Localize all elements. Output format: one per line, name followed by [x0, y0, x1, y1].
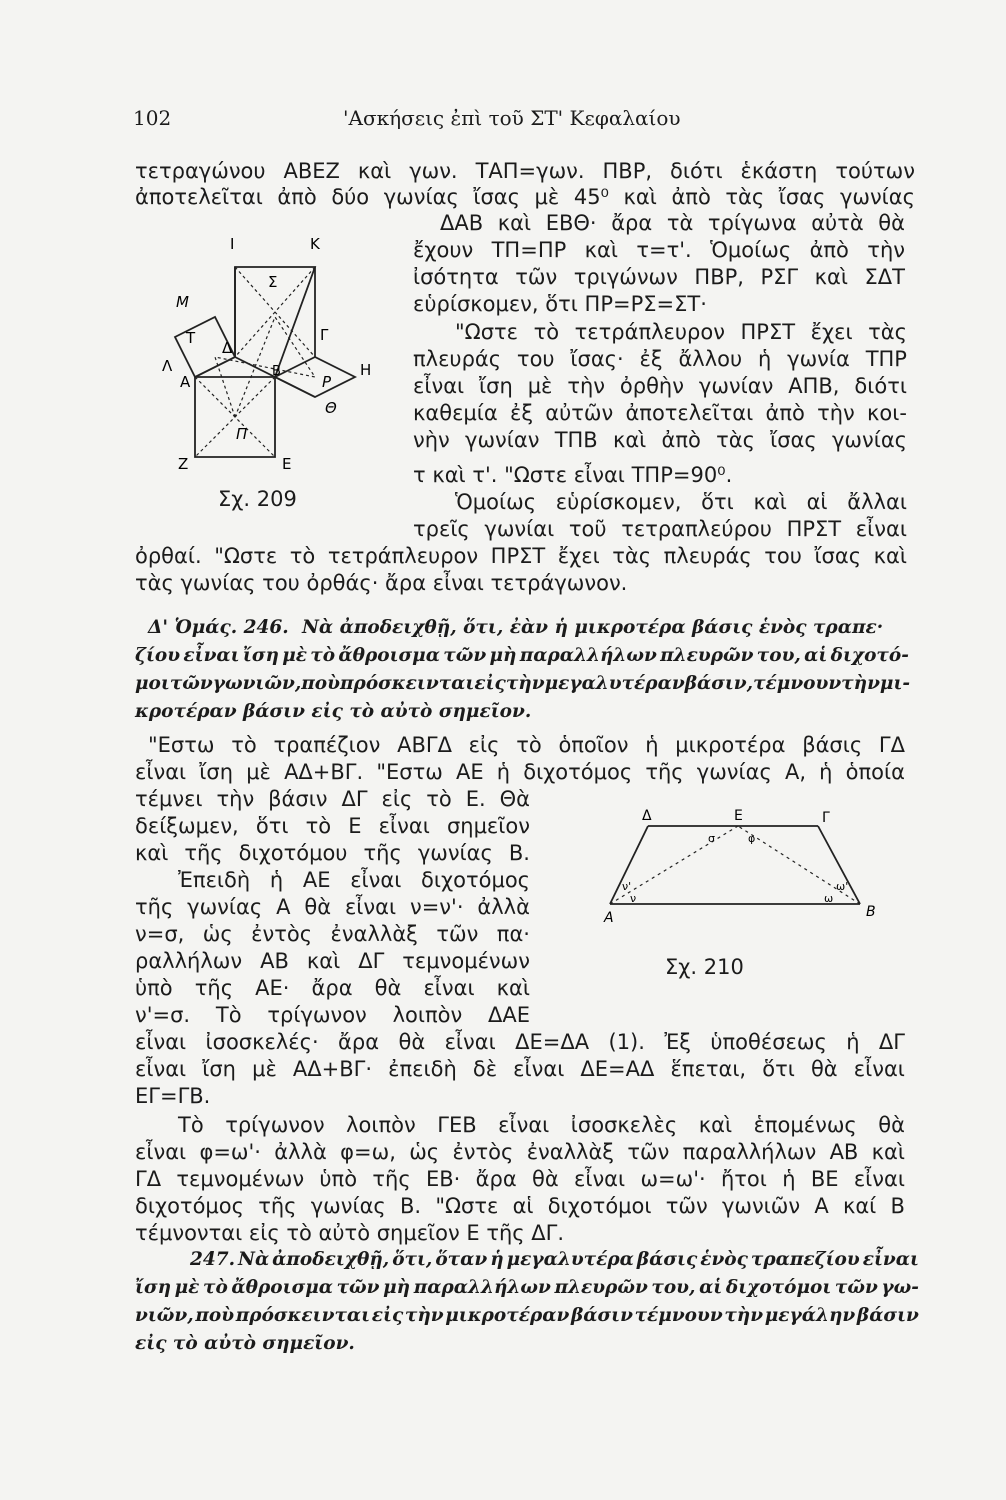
proof-line: τετραγώνου ΑΒΕΖ καὶ γων. ΤΑΠ=γων. ΠΒΡ, διότι ἑκάστη τούτων: [135, 159, 915, 183]
fig209-label: Τ: [186, 329, 196, 347]
fig209-label: Β: [272, 364, 281, 379]
fig209-label: Μ: [176, 293, 189, 311]
proof-line: ΓΔ τεμνομένων ὑπὸ τῆς ΕΒ· ἄρα θὰ εἶναι ω=ω'· ἤτοι ἡ ΒΕ εἶναι: [135, 1167, 905, 1191]
proof-line: εἶναι φ=ω'· ἀλλὰ φ=ω, ὡς ἐντὸς ἐναλλὰξ τῶν παραλλήλων ΑΒ καὶ: [135, 1140, 905, 1164]
problem-statement-line: μοι τῶν γωνιῶν, ποὺ πρόσκεινται εἰς τὴν μεγαλυτέραν βάσιν, τέμνουν τὴν μι-: [135, 673, 911, 694]
fig209-label: Ζ: [178, 455, 189, 473]
fig209-label: Ρ: [322, 373, 332, 391]
proof-line: ἀποτελεῖται ἀπὸ δύο γωνίας ἴσας μὲ 45⁰ καὶ ἀπὸ τὰς ἴσας γωνίας: [135, 185, 915, 209]
proof-line: τὰς γωνίας του ὀρθάς· ἄρα εἶναι τετράγωνον.: [135, 571, 628, 595]
proof-line: δείξωμεν, ὅτι τὸ Ε εἶναι σημεῖον: [135, 814, 530, 838]
page-number: 102: [133, 106, 172, 130]
proof-line: εἶναι ἴση μὲ τὴν ὀρθὴν γωνίαν ΑΠΒ, διότι: [413, 374, 907, 398]
figure-209-caption: Σχ. 209: [218, 487, 297, 511]
fig209-label: Η: [360, 361, 372, 379]
proof-line: Ὁμοίως εὑρίσκομεν, ὅτι καὶ αἱ ἄλλαι: [455, 490, 907, 514]
proof-line: εὑρίσκομεν, ὅτι ΠΡ=ΡΣ=ΣΤ·: [413, 292, 707, 316]
proof-line: ΕΓ=ΓΒ.: [135, 1084, 211, 1108]
problem-statement-line: ἴση μὲ τὸ ἄθροισμα τῶν μὴ παραλλήλων πλευρῶν του, αἱ διχοτόμοι τῶν γω-: [135, 1277, 919, 1298]
fig209-label: Σ: [268, 273, 278, 291]
fig210-label: Β: [866, 904, 876, 920]
proof-line: ὑπὸ τῆς ΑΕ· ἄρα θὰ εἶναι καὶ: [135, 976, 530, 1000]
problem-statement-line: κροτέραν βάσιν εἰς τὸ αὐτὸ σημεῖον.: [135, 701, 532, 722]
proof-line: Ἐπειδὴ ἡ ΑΕ εἶναι διχοτόμος: [178, 868, 530, 892]
proof-line: τ καὶ τ'. "Ωστε εἶναι ΤΠΡ=90⁰.: [413, 463, 733, 487]
running-title: 'Ασκήσεις ἐπὶ τοῦ ΣΤ' Κεφαλαίου: [343, 106, 681, 130]
fig209-label: Α: [180, 373, 191, 391]
fig210-label: Ε: [734, 808, 743, 824]
proof-line: εἶναι ἰσοσκελές· ἄρα θὰ εἶναι ΔΕ=ΔΑ (1). Ἐξ ὑποθέσεως ἡ ΔΓ: [135, 1030, 905, 1054]
fig210-label: ω': [836, 880, 849, 893]
fig210-label: Α: [604, 910, 614, 926]
fig210-label: Δ: [642, 808, 652, 824]
proof-line: καθεμία ἐξ αὐτῶν ἀποτελεῖται ἀπὸ τὴν κοι-: [413, 401, 907, 425]
proof-line: "Εστω τὸ τραπέζιον ΑΒΓΔ εἰς τὸ ὁποῖον ἡ μικροτέρα βάσις ΓΔ: [148, 733, 905, 757]
proof-line: καὶ τῆς διχοτόμου τῆς γωνίας Β.: [135, 841, 530, 865]
proof-line: "Ωστε τὸ τετράπλευρον ΠΡΣΤ ἔχει τὰς: [455, 320, 907, 344]
fig209-label: K: [310, 235, 320, 253]
fig210-label: σ: [708, 832, 715, 845]
problem-statement-line: Νὰ ἀποδειχθῇ, ὅτι, ἐὰν ἡ μικροτέρα βάσις ἑνὸς τραπε·: [302, 617, 884, 638]
problem-246-heading: Δ' Ὁμάς. 246.: [148, 617, 289, 638]
proof-line: ὀρθαί. "Ωστε τὸ τετράπλευρον ΠΡΣΤ ἔχει τὰς πλευράς του ἴσας καὶ: [135, 544, 907, 568]
proof-line: ν'=σ. Τὸ τρίγωνον λοιπὸν ΔΑΕ: [135, 1003, 530, 1027]
proof-line: ΔΑΒ καὶ ΕΒΘ· ἄρα τὰ τρίγωνα αὐτὰ θὰ: [440, 211, 905, 235]
fig210-label: ω: [824, 892, 834, 905]
proof-line: εἶναι ἴση μὲ ΑΔ+ΒΓ. "Εστω ΑΕ ἡ διχοτόμος τῆς γωνίας Α, ἡ ὁποία: [135, 760, 905, 784]
proof-line: τῆς γωνίας Α θὰ εἶναι ν=ν'· ἀλλὰ: [135, 895, 530, 919]
problem-statement-line: εἰς τὸ αὐτὸ σημεῖον.: [135, 1333, 355, 1354]
proof-line: τέμνονται εἰς τὸ αὐτὸ σημεῖον Ε τῆς ΔΓ.: [135, 1221, 565, 1245]
proof-line: ν=σ, ὡς ἐντὸς ἐναλλὰξ τῶν πα·: [135, 922, 530, 946]
proof-line: ραλλήλων ΑΒ καὶ ΔΓ τεμνομένων: [135, 949, 530, 973]
fig210-label: ν': [622, 880, 632, 893]
problem-statement-line: ζίου εἶναι ἴση μὲ τὸ ἄθροισμα τῶν μὴ παραλλήλων πλευρῶν του, αἱ διχοτό-: [135, 645, 909, 666]
proof-line: εἶναι ἴση μὲ ΑΔ+ΒΓ· ἐπειδὴ δὲ εἶναι ΔΕ=ΑΔ ἕπεται, ὅτι θὰ εἶναι: [135, 1057, 905, 1081]
proof-line: ἔχουν ΤΠ=ΠΡ καὶ τ=τ'. Ὁμοίως ἀπὸ τὴν: [413, 238, 905, 262]
fig209-label: Δ: [222, 339, 233, 357]
fig209-label: Λ: [162, 357, 173, 375]
fig210-label: φ: [748, 832, 756, 845]
proof-line: Τὸ τρίγωνον λοιπὸν ΓΕΒ εἶναι ἰσοσκελὲς καὶ ἑπομένως θὰ: [178, 1113, 905, 1137]
proof-line: νὴν γωνίαν ΤΠΒ καὶ ἀπὸ τὰς ἴσας γωνίας: [413, 428, 907, 452]
problem-statement-line: 247. Νὰ ἀποδειχθῇ, ὅτι, ὅταν ἡ μεγαλυτέρα βάσις ἑνὸς τραπεζίου εἶναι: [190, 1249, 919, 1270]
figure-210-caption: Σχ. 210: [665, 955, 744, 979]
proof-line: τρεῖς γωνίαι τοῦ τετραπλεύρου ΠΡΣΤ εἶναι: [413, 517, 907, 541]
figure-210: [598, 808, 888, 928]
proof-line: διχοτόμος τῆς γωνίας Β. "Ωστε αἱ διχοτόμοι τῶν γωνιῶν Α καί Β: [135, 1194, 905, 1218]
fig209-label: I: [230, 235, 235, 253]
proof-line: τέμνει τὴν βάσιν ΔΓ εἰς τὸ Ε. Θὰ: [135, 787, 530, 811]
square-right: [275, 357, 355, 397]
figure-209: [160, 225, 400, 495]
fig210-label: ν: [630, 892, 637, 905]
fig209-label: Θ: [325, 399, 337, 417]
fig209-label: Ε: [282, 455, 292, 473]
square-prst: [215, 317, 315, 417]
proof-line: πλευράς του ἴσας· ἐξ ἄλλου ἡ γωνία ΤΠΡ: [413, 347, 907, 371]
fig209-label: Π: [236, 425, 248, 443]
fig210-label: Γ: [822, 810, 830, 826]
proof-line: ἰσότητα τῶν τριγώνων ΠΒΡ, ΡΣΓ καὶ ΣΔΤ: [413, 265, 905, 289]
fig209-label: Γ: [320, 326, 329, 344]
problem-statement-line: νιῶν, ποὺ πρόσκεινται εἰς τὴν μικροτέραν βάσιν τέμνουν τὴν μεγάλην βάσιν: [135, 1305, 919, 1326]
